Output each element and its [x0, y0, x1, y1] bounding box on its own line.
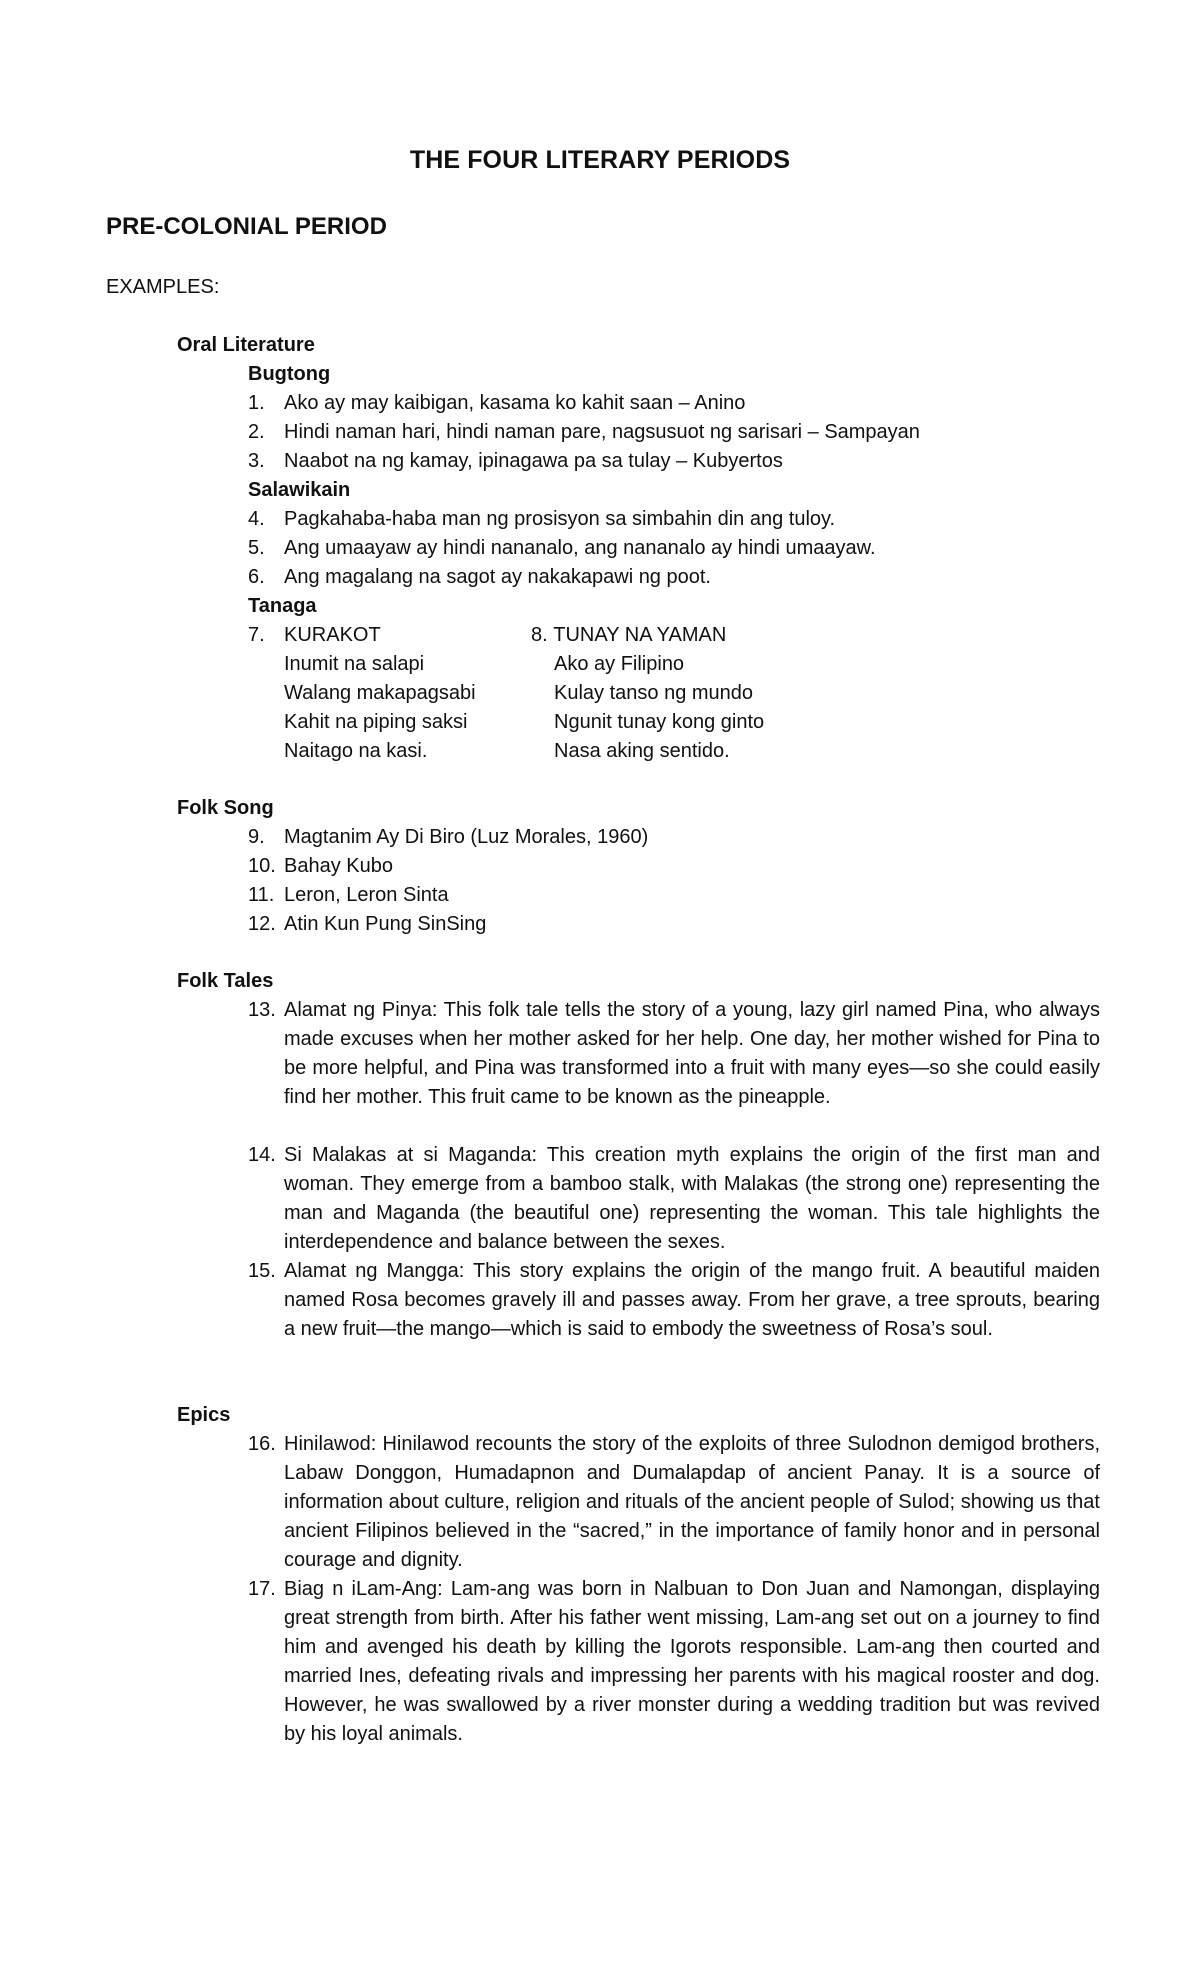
item-number: 9.	[248, 826, 265, 848]
subsection-tanaga: Tanaga	[248, 595, 317, 617]
item-number: 1.	[248, 392, 265, 414]
item-number: 16.	[248, 1433, 276, 1455]
list-item	[248, 418, 1100, 447]
document-title: THE FOUR LITERARY PERIODS	[409, 146, 791, 174]
item-text: Alamat ng Pinya: This folk tale tells the story of a young, lazy girl named Pina, who always made excuses when her mother asked for her help. One day, her mother wished for Pina to be more helpful, and Pina was transformed into a fruit with many eyes—so she could easily find her mother. This fruit came to be known as the pineapple.	[284, 999, 1100, 1108]
tanaga-poem-kurakot	[248, 621, 498, 766]
item-text: Hinilawod: Hinilawod recounts the story of the exploits of three Sulodnon demigod brothers, Labaw Donggon, Humadapnon and Dumalapdap of ancient Panay. It is a source of information about culture, religion and rituals of the ancient people of Sulod; showing us that ancient Filipinos believed in the “sacred,” in the importance of family honor and in personal courage and dignity.	[284, 1433, 1100, 1571]
poem-line: Ako ay Filipino	[554, 653, 685, 675]
list-item	[248, 447, 1100, 476]
poem-line: Kulay tanso ng mundo	[554, 682, 754, 704]
tanaga-poem-tunay-na-yaman	[531, 621, 831, 766]
list-item	[248, 852, 1100, 881]
subsection-bugtong: Bugtong	[248, 363, 331, 385]
section-folk-tales: Folk Tales	[177, 970, 274, 992]
item-number: 6.	[248, 566, 265, 588]
item-text: Magtanim Ay Di Biro (Luz Morales, 1960)	[284, 826, 649, 848]
item-number: 13.	[248, 999, 276, 1021]
item-text: Ang magalang na sagot ay nakakapawi ng poot.	[284, 566, 711, 588]
item-number: 15.	[248, 1260, 276, 1282]
poem-line: Kahit na piping saksi	[284, 711, 468, 733]
item-text: Bahay Kubo	[284, 855, 393, 877]
list-item	[248, 534, 1100, 563]
list-item	[248, 910, 1100, 939]
list-item	[248, 1430, 1100, 1575]
poem-line: Nasa aking sentido.	[554, 740, 730, 762]
list-item	[248, 1575, 1100, 1749]
item-text: Alamat ng Mangga: This story explains the origin of the mango fruit. A beautiful maiden named Rosa becomes gravely ill and passes away. From her grave, a tree sprouts, bearing a new fruit—the mango—which is said to embody the sweetness of Rosa’s soul.	[284, 1260, 1100, 1340]
item-number: 2.	[248, 421, 265, 443]
list-item	[248, 563, 1100, 592]
list-item	[248, 1141, 1100, 1257]
item-number: 14.	[248, 1144, 276, 1166]
item-text: Atin Kun Pung SinSing	[284, 913, 487, 935]
item-text: Si Malakas at si Maganda: This creation myth explains the origin of the first man and woman. They emerge from a bamboo stalk, with Malakas (the strong one) representing the man and Maganda (the beautiful one) representing the woman. This tale highlights the interdependence and balance between the sexes.	[284, 1144, 1100, 1253]
item-text: Leron, Leron Sinta	[284, 884, 449, 906]
period-heading: PRE-COLONIAL PERIOD	[106, 213, 387, 240]
item-text: Ang umaayaw ay hindi nananalo, ang nananalo ay hindi umaayaw.	[284, 537, 876, 559]
item-number: 5.	[248, 537, 265, 559]
list-item	[248, 1257, 1100, 1344]
item-number: 3.	[248, 450, 265, 472]
item-number: 7.	[248, 624, 265, 646]
subsection-salawikain: Salawikain	[248, 479, 351, 501]
section-oral-literature: Oral Literature	[177, 334, 315, 356]
poem-line: Walang makapagsabi	[284, 682, 476, 704]
item-text: Naabot na ng kamay, ipinagawa pa sa tulay – Kubyertos	[284, 450, 783, 472]
item-number: 8.	[531, 624, 548, 646]
item-text: Pagkahaba-haba man ng prosisyon sa simbahin din ang tuloy.	[284, 508, 836, 530]
poem-line: Ngunit tunay kong ginto	[554, 711, 765, 733]
poem-line: Naitago na kasi.	[284, 740, 428, 762]
item-text: Biag n iLam-Ang: Lam-ang was born in Nalbuan to Don Juan and Namongan, displaying great strength from birth. After his father went missing, Lam-ang set out on a journey to find him and avenged his death by killing the Igorots responsible. Lam-ang then courted and married Ines, defeating rivals and impressing her parents with his magical rooster and dog. However, he was swallowed by a river monster during a wedding tradition but was revived by his loyal animals.	[284, 1578, 1100, 1745]
item-number: 12.	[248, 913, 276, 935]
section-epics: Epics	[177, 1404, 231, 1426]
list-item	[248, 505, 1100, 534]
item-number: 17.	[248, 1578, 276, 1600]
examples-label: EXAMPLES:	[106, 276, 220, 298]
item-number: 10.	[248, 855, 276, 877]
poem-title: KURAKOT	[284, 624, 381, 646]
poem-line: Inumit na salapi	[284, 653, 425, 675]
list-item	[248, 881, 1100, 910]
section-folk-song: Folk Song	[177, 797, 274, 819]
item-text: Ako ay may kaibigan, kasama ko kahit saan – Anino	[284, 392, 746, 414]
poem-title: TUNAY NA YAMAN	[553, 624, 727, 646]
list-item	[248, 996, 1100, 1112]
item-number: 4.	[248, 508, 265, 530]
list-item	[248, 389, 1100, 418]
item-text: Hindi naman hari, hindi naman pare, nagsusuot ng sarisari – Sampayan	[284, 421, 920, 443]
item-number: 11.	[248, 884, 275, 906]
list-item	[248, 823, 1100, 852]
